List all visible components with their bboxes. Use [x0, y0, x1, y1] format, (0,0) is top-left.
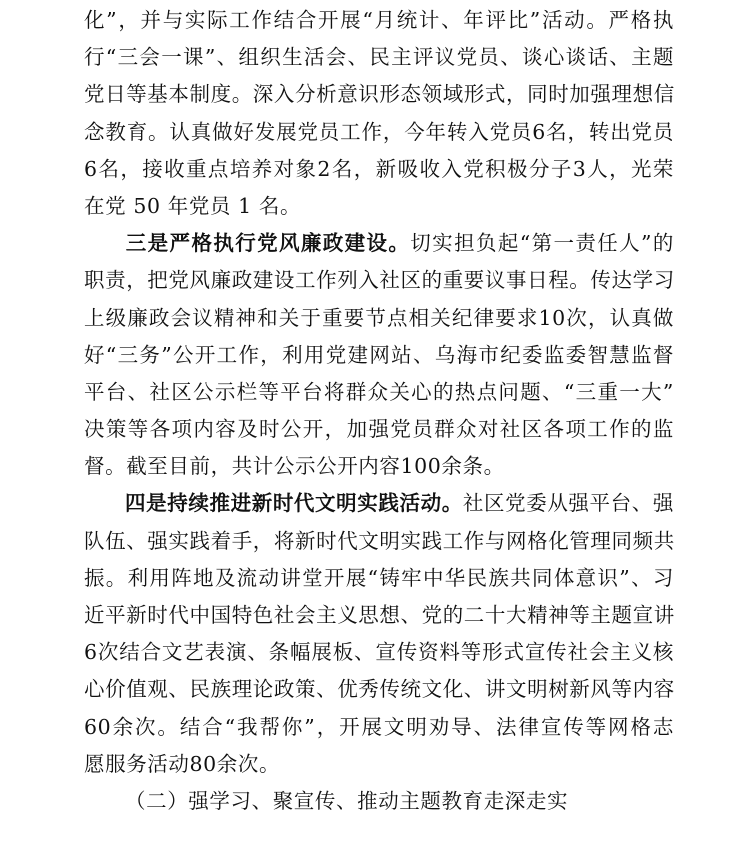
paragraph-line: 6次结合文艺表演、条幅展板、宣传资料等形式宣传社会主义核: [84, 640, 674, 665]
paragraph-line: 决策等各项内容及时公开，加强党员群众对社区各项工作的监: [84, 417, 674, 442]
paragraph-line: 振。利用阵地及流动讲堂开展“铸牢中华民族共同体意识”、习: [84, 565, 674, 590]
paragraph-line: 化”，并与实际工作结合开展“月统计、年评比”活动。严格执: [84, 8, 674, 32]
paragraph-line: 心价值观、民族理论政策、优秀传统文化、讲文明树新风等内容: [84, 677, 675, 702]
paragraph-lead-heading: 四是持续推进新时代文明实践活动。: [125, 491, 463, 516]
paragraph-line: 行“三会一课”、组织生活会、民主评议党员、谈心谈话、主题: [84, 45, 674, 70]
paragraph-line: 60余次。结合“我帮你”，开展文明劝导、法律宣传等网格志: [84, 714, 674, 739]
paragraph-lead-heading: 三是严格执行党风廉政建设。: [125, 231, 411, 256]
paragraph-3: [84, 485, 674, 783]
paragraph-line: 近平新时代中国特色社会主义思想、党的二十大精神等主题宣讲: [84, 603, 675, 627]
paragraph-line: 愿服务活动80余次。: [84, 751, 281, 776]
paragraph-line: 平台、社区公示栏等平台将群众关心的热点问题、“三重一大”: [84, 379, 674, 404]
paragraph-line: 在党 50 年党员 1 名。: [84, 193, 302, 218]
paragraph-line: 队伍、强实践着手，将新时代文明实践工作与网格化管理同频共: [84, 528, 675, 553]
paragraph-first-line: [84, 485, 674, 522]
paragraph-line: 上级廉政会议精神和关于重要节点相关纪律要求10次，认真做: [84, 305, 674, 330]
paragraph-line: 6名，接收重点培养对象2名，新吸收入党积极分子3人，光荣: [84, 156, 674, 181]
paragraph-first-line-text: 社区党委从强平台、强: [462, 491, 674, 516]
paragraph-line: 督。截至目前，共计公示公开内容100余条。: [84, 454, 505, 479]
paragraph-line: 念教育。认真做好发展党员工作，今年转入党员6名，转出党员: [84, 119, 674, 144]
paragraph-first-line-text: 切实担负起“第一责任人”的: [410, 231, 674, 256]
paragraph-first-line: [84, 225, 674, 262]
paragraph-1: [84, 2, 674, 225]
paragraph-line: 党日等基本制度。深入分析意识形态领域形式，同时加强理想信: [84, 82, 675, 107]
section-subheading: （二）强学习、聚宣传、推动主题教育走深走实: [125, 788, 569, 813]
document-body: [84, 2, 674, 820]
paragraph-2: [84, 225, 674, 485]
paragraph-line: 好“三务”公开工作，利用党建网站、乌海市纪委监委智慧监督: [84, 342, 674, 367]
paragraph-line: 职责，把党风廉政建设工作列入社区的重要议事日程。传达学习: [84, 268, 675, 293]
